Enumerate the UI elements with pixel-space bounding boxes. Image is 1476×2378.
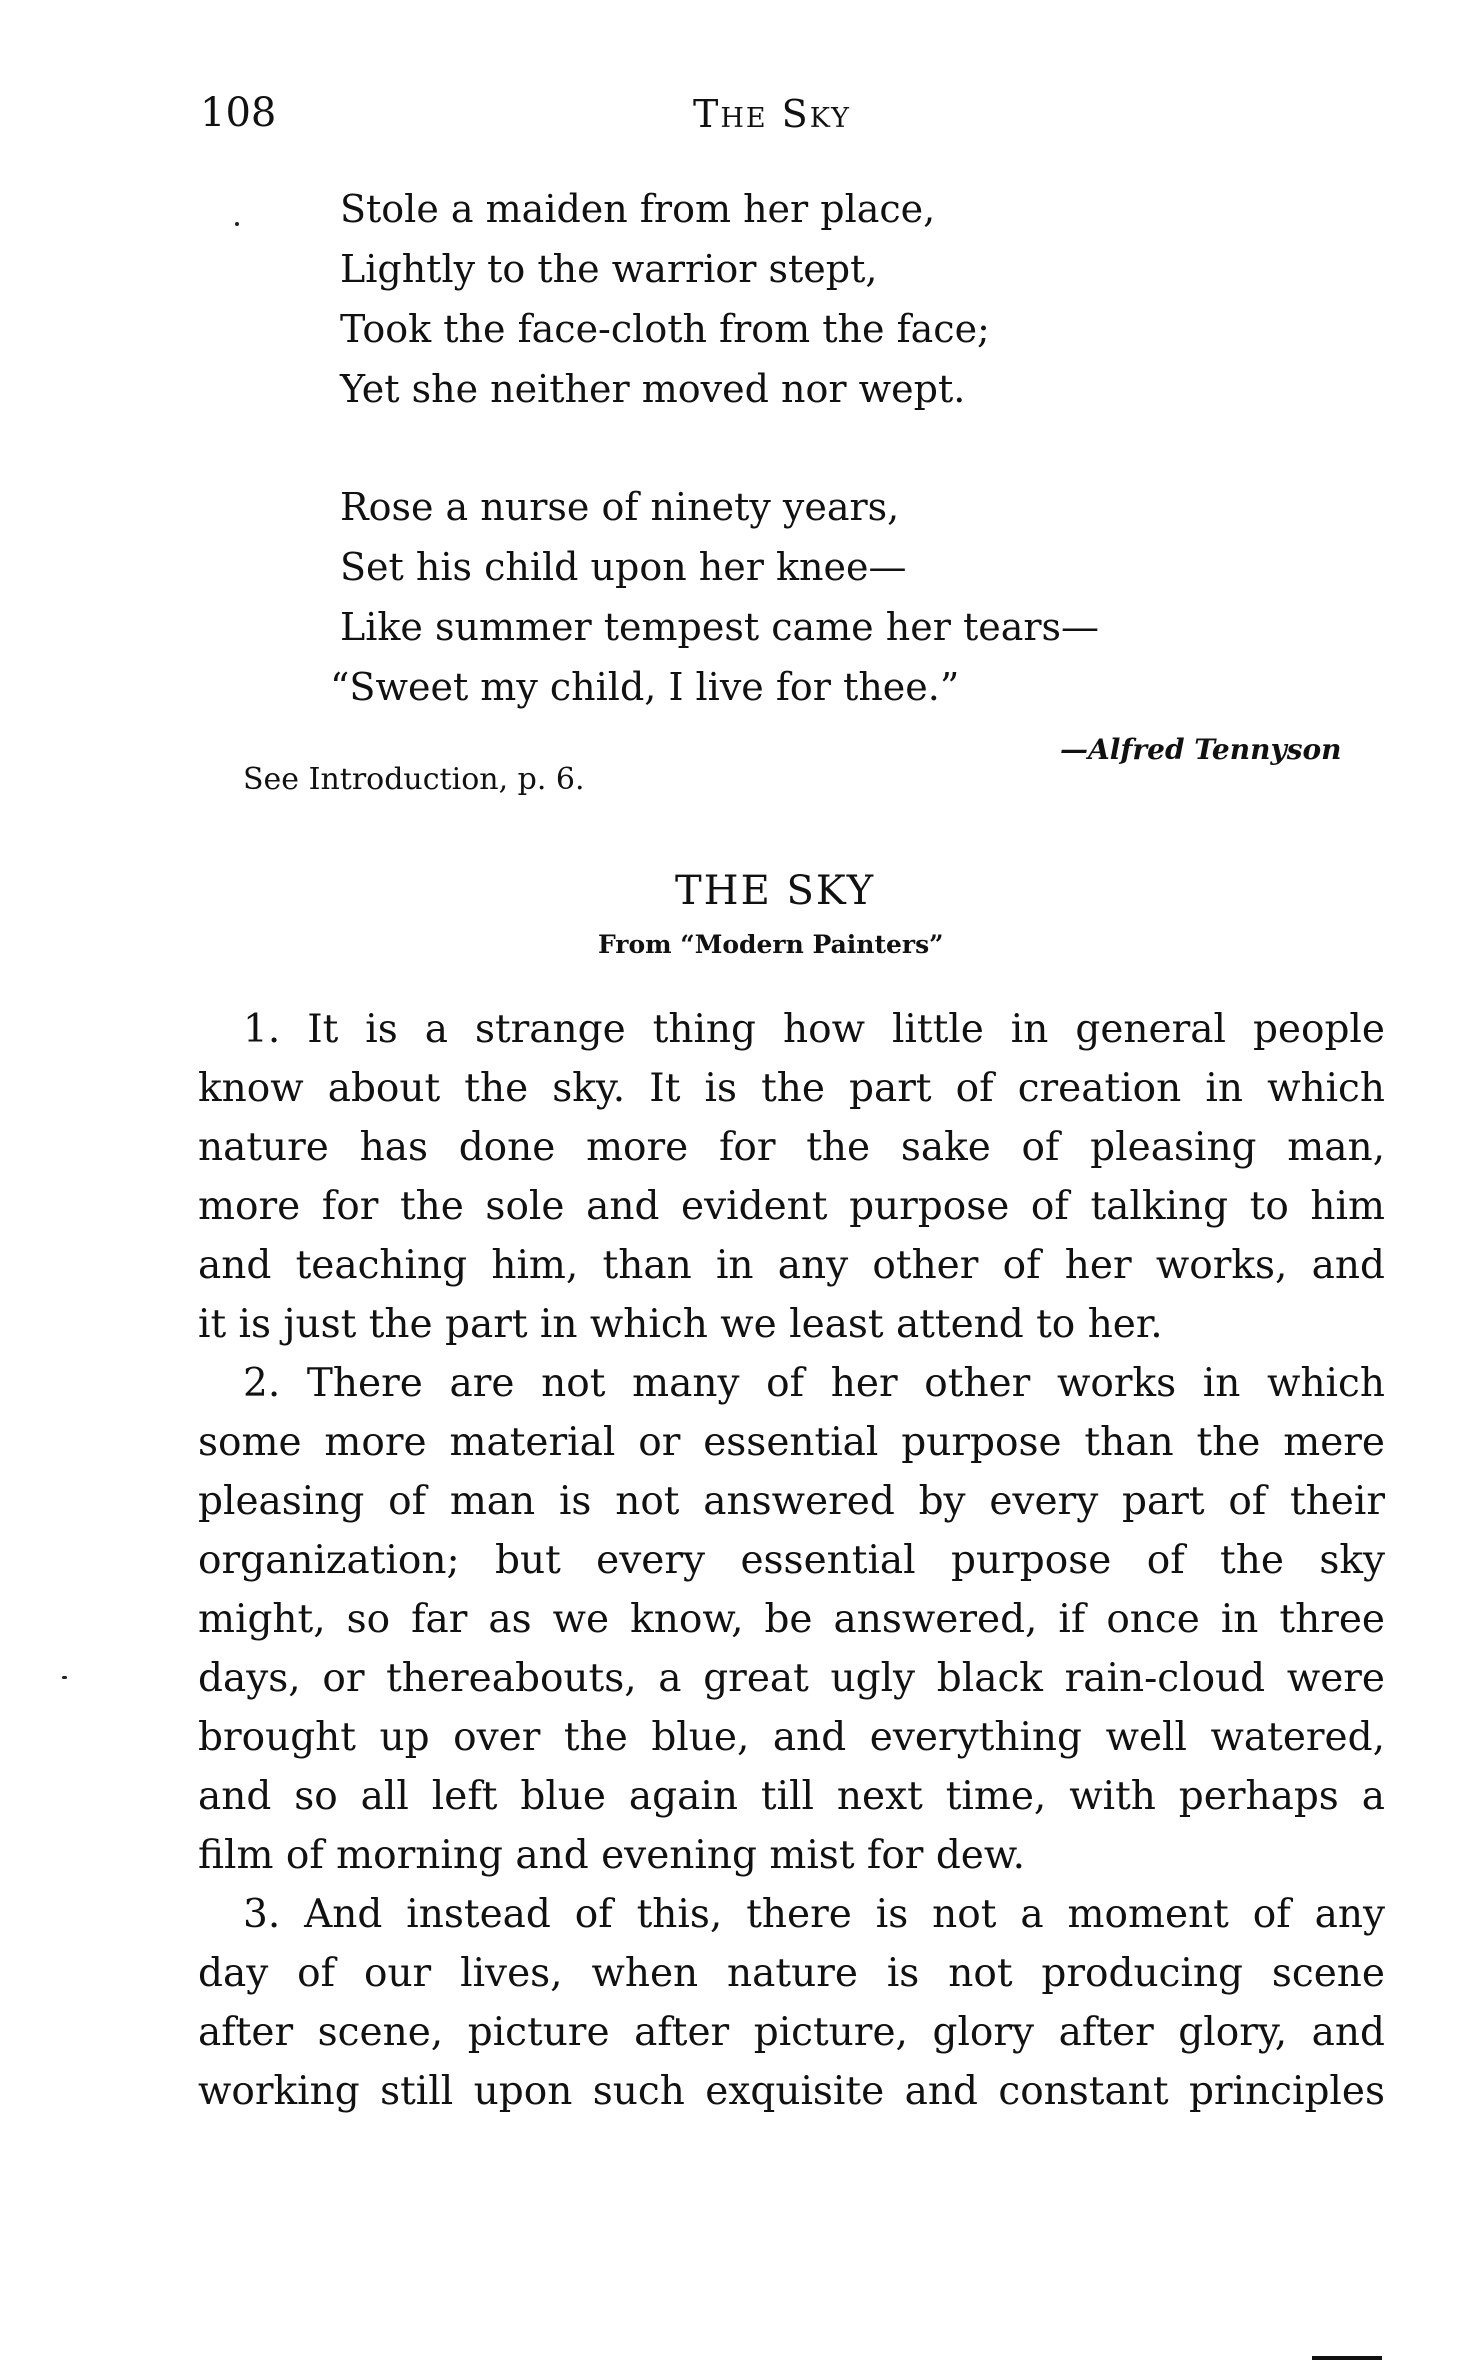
poem-attribution: —Alfred Tennyson [1060,733,1342,766]
paragraph-line: days, or thereabouts, a great ugly black rain-cloud were [198,1656,1385,1701]
poem-line: Stole a maiden from her place, [340,187,936,231]
running-head: The Sky [693,92,851,136]
poem-line: Took the face-cloth from the face; [340,307,990,351]
paragraph-line: 1. It is a strange thing how little in general people [243,1007,1385,1052]
paragraph-line: some more material or essential purpose than the mere [198,1420,1385,1465]
poem-line: Yet she neither moved nor wept. [340,367,966,411]
poem-line: Set his child upon her knee— [340,545,907,589]
scan-speck [62,1676,67,1679]
paragraph-line: more for the sole and evident purpose of talking to him [198,1184,1385,1229]
page-number: 108 [200,90,277,136]
section-title: THE SKY [675,868,876,914]
paragraph-line: working still upon such exquisite and constant principles [198,2069,1385,2114]
paragraph-line: might, so far as we know, be answered, if once in three [198,1597,1385,1642]
paragraph-line: pleasing of man is not answered by every part of their [198,1479,1385,1524]
paragraph-line: it is just the part in which we least attend to her. [198,1302,1163,1347]
bottom-rule [1312,2356,1382,2360]
paragraph-line: brought up over the blue, and everything well watered, [198,1715,1385,1760]
poem-line: “Sweet my child, I live for thee.” [330,665,960,709]
paragraph-line: film of morning and evening mist for dew. [198,1833,1026,1878]
paragraph-line: 2. There are not many of her other works in which [243,1361,1385,1406]
paragraph-line: know about the sky. It is the part of creation in which [198,1066,1385,1111]
scan-speck [235,222,239,226]
paragraph-line: day of our lives, when nature is not producing scene [198,1951,1385,1996]
paragraph-line: 3. And instead of this, there is not a moment of any [243,1892,1385,1937]
paragraph-line: and teaching him, than in any other of her works, and [198,1243,1385,1288]
paragraph-line: after scene, picture after picture, glory after glory, and [198,2010,1385,2055]
poem-line: Like summer tempest came her tears— [340,605,1100,649]
poem-line: Rose a nurse of ninety years, [340,485,900,529]
paragraph-line: and so all left blue again till next time, with perhaps a [198,1774,1385,1819]
section-subtitle: From “Modern Painters” [598,930,944,959]
poem-line: Lightly to the warrior stept, [340,247,878,291]
paragraph-line: nature has done more for the sake of pleasing man, [198,1125,1385,1170]
paragraph-line: organization; but every essential purpose of the sky [198,1538,1385,1583]
reference-note: See Introduction, p. 6. [243,762,585,797]
